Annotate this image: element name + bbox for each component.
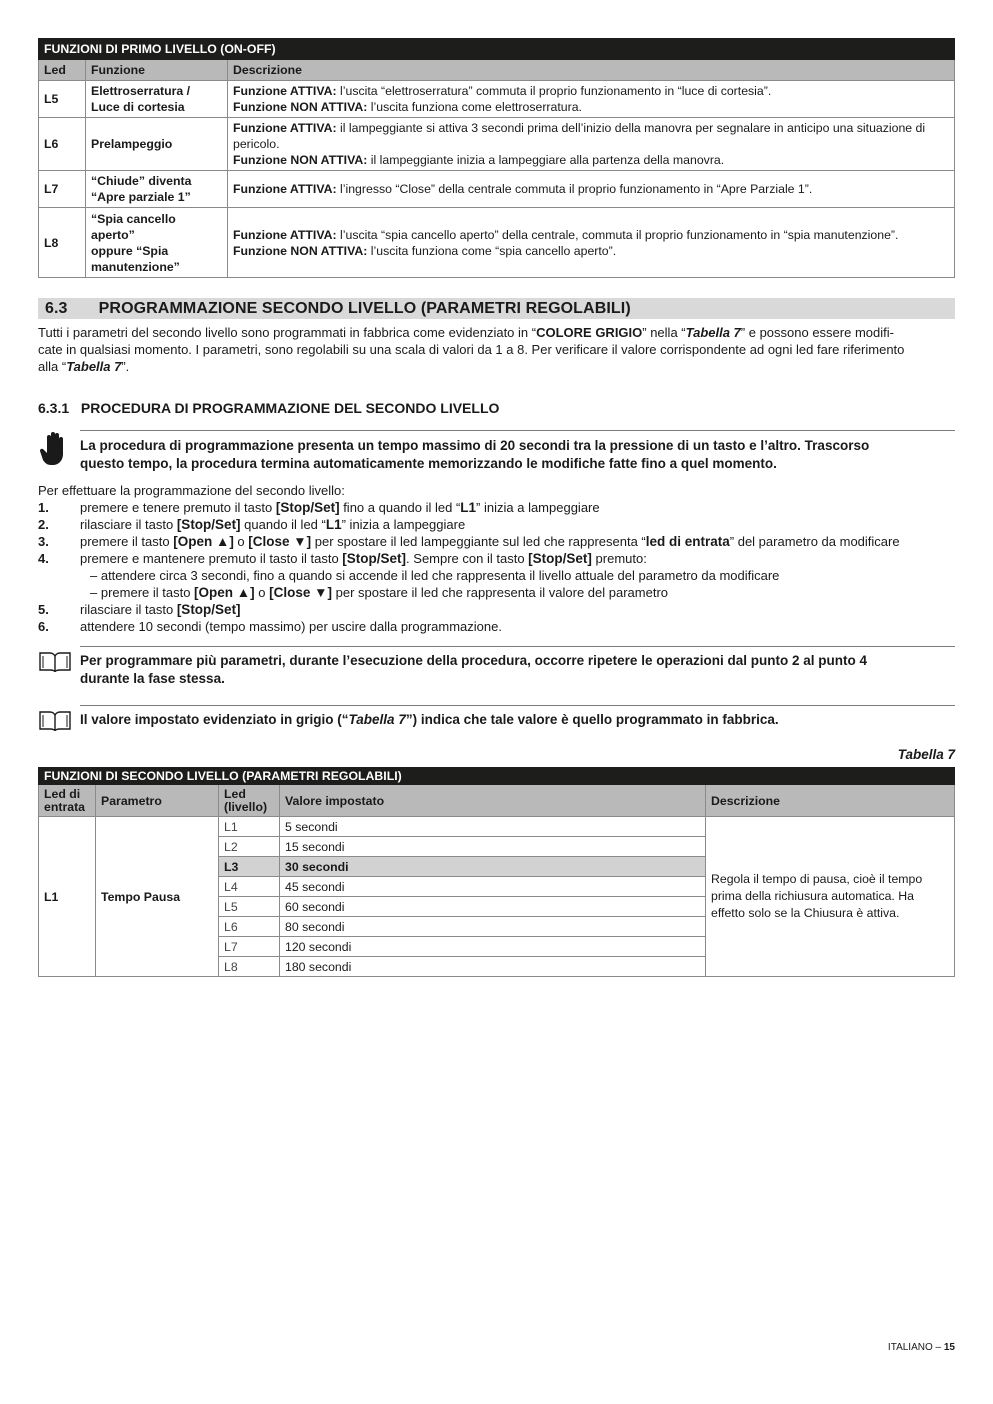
function-line: manutenzione” [91,259,180,274]
description-label: Funzione ATTIVA: [233,121,337,135]
step-fragment: fino a quando il led “ [339,500,461,515]
step-text [80,618,502,635]
step-key: [Stop/Set] [528,551,592,566]
header-line: Led [224,786,246,801]
step-item [38,533,955,550]
function-line: Luce di cortesia [91,100,185,114]
column-header-descrizione: Descrizione [228,60,955,81]
factory-note-text: ”) indica che tale valore è quello programmato in fabbrica. [405,712,779,727]
description-text: l’uscita funziona come elettroserratura. [367,100,582,114]
description-label: Funzione ATTIVA: [233,84,337,98]
step-text [80,550,647,567]
note-divider [80,646,955,647]
step-key: L1 [325,517,342,532]
intro-table-ref: Tabella 7 [685,325,741,340]
step-key: [Stop/Set] [176,517,241,532]
led-cell: L5 [39,81,86,118]
column-header-valore: Valore impostato [280,785,706,817]
value-cell: 60 secondi [280,897,706,917]
factory-note-table-ref: Tabella 7 [348,712,406,727]
step-fragment: ” del parametro da modificare [729,534,900,549]
description-line: Regola il tempo di pausa, cioè il tempo [711,872,923,886]
page-number: 15 [943,1342,955,1353]
description-text: l’uscita “elettroserratura” commuta il proprio funzionamento in “luce di cortesia”. [336,84,772,98]
description-label: Funzione NON ATTIVA: [233,243,368,258]
step-fragment: ” inizia a lampeggiare [476,500,600,515]
step-item [38,601,955,618]
description-text: il lampeggiante si attiva 3 secondi prima dell’inizio della manovra per segnalare in anticipo una situazione di pericolo. [233,121,926,151]
step-item [38,584,955,601]
description-cell [228,81,955,118]
step-fragment: ” inizia a lampeggiare [341,517,466,532]
description-line: effetto solo se la Chiusura è attiva. [711,906,900,920]
level-led-cell: L6 [219,917,280,937]
step-text [90,567,779,584]
table-label: Tabella 7 [897,747,955,762]
step-text [80,516,465,533]
function-line: “Apre parziale 1” [91,190,191,204]
level-led-cell: L4 [219,877,280,897]
description-text: il lampeggiante inizia a lampeggiare alla partenza della manovra. [367,153,725,167]
description-label: Funzione NON ATTIVA: [233,153,368,167]
column-header-led-entrata [39,785,96,817]
step-number: 4. [38,551,49,566]
value-cell: 5 secondi [280,817,706,837]
section-intro [38,324,955,375]
column-header-parametro: Parametro [96,785,219,817]
table-row [39,118,955,171]
column-header-led-livello [219,785,280,817]
step-fragment: premere e mantenere premuto il tasto il tasto [80,551,343,566]
function-cell [86,81,228,118]
level-led-cell: L8 [219,957,280,977]
description-line: prima della richiusura automatica. Ha [711,889,914,903]
function-line: aperto” [91,227,135,242]
level-led-cell: L7 [219,937,280,957]
table-row [39,171,955,208]
table-row [39,81,955,118]
subsection-title: PROCEDURA DI PROGRAMMAZIONE DEL SECONDO LIVELLO [80,400,500,416]
step-key: [Stop/Set] [342,551,407,566]
table-caption: FUNZIONI DI PRIMO LIVELLO (ON-OFF) [39,39,955,60]
function-cell [86,118,228,171]
step-fragment: per spostare il led che rappresenta il valore del parametro [332,585,669,600]
intro-text: ” e possono essere modifi- [740,325,894,340]
step-fragment: per spostare il led lampeggiante sul led che rappresenta “ [311,534,646,549]
header-line: entrata [44,799,86,814]
level-led-cell: L1 [219,817,280,837]
step-item [38,567,955,584]
level-led-cell: L5 [219,897,280,917]
led-cell: L8 [39,208,86,278]
column-header-led: Led [39,60,86,81]
description-label: Funzione ATTIVA: [233,182,337,196]
value-cell: 80 secondi [280,917,706,937]
description-text: l’uscita “spia cancello aperto” della centrale, commuta il proprio funzionamento in “spia manutenzione”. [336,227,899,242]
step-key: [Open ▲] [173,534,234,549]
table-row [39,208,955,278]
value-cell: 15 secondi [280,837,706,857]
value-cell: 120 secondi [280,937,706,957]
warning-note-line: questo tempo, la procedura termina automaticamente memorizzando le modifiche fatte fino a quel momento. [80,456,777,471]
note-divider [80,430,955,431]
factory-note-text: Il valore impostato evidenziato in grigio (“ [80,712,349,727]
value-cell: 30 secondi [280,857,706,877]
programming-note-line: Per programmare più parametri, durante l’esecuzione della procedura, occorre ripetere le operazioni dal punto 2 al punto 4 [80,653,867,668]
steps-intro: Per effettuare la programmazione del secondo livello: [38,483,345,498]
column-header-descrizione: Descrizione [706,785,955,817]
function-line: Elettroserratura / [91,84,191,98]
intro-text: ” nella “ [642,325,686,340]
step-fragment: premuto: [591,551,647,566]
function-line: Prelampeggio [91,137,173,151]
step-fragment: premere il tasto [80,534,174,549]
step-key: L1 [460,500,477,515]
step-fragment: rilasciare il tasto [80,517,177,532]
description-cell [228,208,955,278]
description-label: Funzione ATTIVA: [233,227,337,242]
step-fragment: o [233,534,249,549]
section-heading [45,300,631,318]
programming-note-line: durante la fase stessa. [80,671,225,686]
step-key: [Close ▼] [269,585,332,600]
intro-text: Tutti i parametri del secondo livello sono programmati in fabbrica come evidenziato in “ [38,325,537,340]
step-fragment: – attendere circa 3 secondi, fino a quando si accende il led che rappresenta il livello attuale del parametro da modificare [90,568,780,583]
function-line: “Chiude” diventa [91,174,192,188]
step-item [38,618,955,635]
second-level-parameters-table [38,767,955,977]
first-level-functions-table [38,38,955,278]
step-key: led di entrata [645,534,730,549]
parameter-cell: Tempo Pausa [96,817,219,977]
programming-note [80,652,867,688]
description-text: l’uscita funziona come “spia cancello aperto”. [367,243,617,258]
step-fragment: quando il led “ [240,517,326,532]
step-fragment: premere e tenere premuto il tasto [80,500,276,515]
steps-list [38,499,955,639]
intro-text: alla “ [38,359,67,374]
table-caption: FUNZIONI DI SECONDO LIVELLO (PARAMETRI REGOLABILI) [39,768,955,785]
section-title: PROGRAMMAZIONE SECONDO LIVELLO (PARAMETRI REGOLABILI) [98,300,631,317]
step-item [38,550,955,567]
step-number: 2. [38,517,49,532]
step-number: 3. [38,534,49,549]
column-header-funzione: Funzione [86,60,228,81]
open-book-icon [38,650,72,677]
function-line: “Spia cancello [91,211,176,226]
table-row [39,817,955,837]
step-key: [Close ▼] [248,534,312,549]
footer-language: ITALIANO – [887,1342,944,1353]
page-footer [888,1342,955,1353]
step-key: [Open ▲] [194,585,255,600]
description-cell [706,817,955,977]
warning-note [80,437,869,473]
description-label: Funzione NON ATTIVA: [233,100,368,114]
step-key: [Stop/Set] [275,500,340,515]
function-cell [86,171,228,208]
step-text [80,533,900,550]
step-text [80,601,241,618]
subsection-heading [38,400,499,416]
step-key: [Stop/Set] [176,602,241,617]
step-fragment: attendere 10 secondi (tempo massimo) per uscire dalla programmazione. [80,619,502,634]
step-item [38,499,955,516]
description-cell [228,118,955,171]
header-line: Led di [44,786,81,801]
intro-bold: COLORE GRIGIO [536,325,643,340]
note-divider [80,705,955,706]
step-fragment: – premere il tasto [90,585,195,600]
entry-led-cell: L1 [39,817,96,977]
step-text [80,499,600,516]
intro-line-2: cate in qualsiasi momento. I parametri, sono regolabili su una scala di valori da 1 a 8. Per verificare il valore corrispondente ad ogni led fare riferimento [38,342,905,357]
level-led-cell: L3 [219,857,280,877]
step-fragment: rilasciare il tasto [80,602,177,617]
step-text [90,584,668,601]
function-cell [86,208,228,278]
header-line: (livello) [224,799,268,814]
step-number: 1. [38,500,49,515]
level-led-cell: L2 [219,837,280,857]
value-cell: 45 secondi [280,877,706,897]
step-fragment: o [254,585,270,600]
step-item [38,516,955,533]
warning-note-line: La procedura di programmazione presenta un tempo massimo di 20 secondi tra la pressione di un tasto e l’altro. Trascorso [80,438,870,453]
description-cell [228,171,955,208]
hand-stop-icon [38,431,72,470]
value-cell: 180 secondi [280,957,706,977]
section-number: 6.3 [45,300,68,317]
intro-text: ”. [121,359,130,374]
step-number: 5. [38,602,49,617]
step-number: 6. [38,619,49,634]
open-book-icon [38,709,72,736]
led-cell: L7 [39,171,86,208]
subsection-number: 6.3.1 [38,400,70,416]
description-text: l’ingresso “Close” della centrale commuta il proprio funzionamento in “Apre Parziale 1”. [336,182,813,196]
intro-table-ref: Tabella 7 [66,359,122,374]
factory-default-note [80,711,779,729]
step-fragment: . Sempre con il tasto [406,551,529,566]
led-cell: L6 [39,118,86,171]
function-line: oppure “Spia [91,243,169,258]
